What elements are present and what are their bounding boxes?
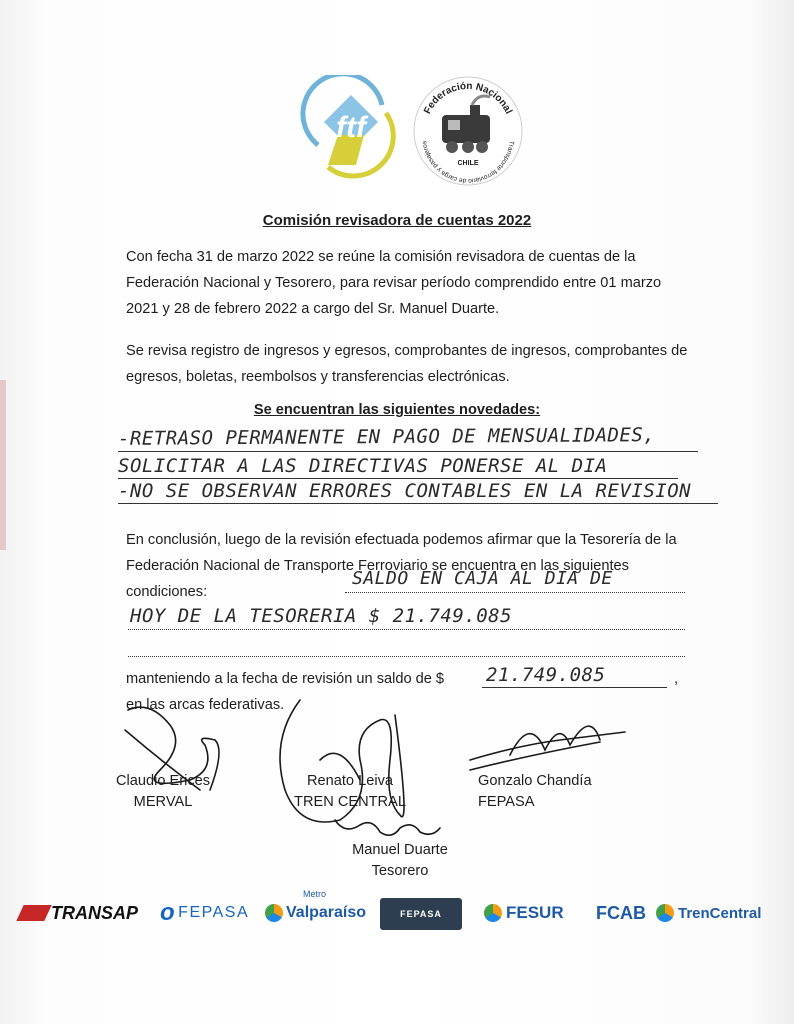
signatory-chandia [478, 771, 608, 813]
signatory-leiva [290, 771, 410, 813]
ftf-logo [298, 75, 404, 181]
fepasa-badge-logo [380, 898, 462, 930]
condition-fill-2: HOY DE LA TESORERIA $ 21.749.085 [130, 605, 513, 627]
signatory-chandia-org: FEPASA [478, 794, 535, 810]
signatory-duarte-org: Tesorero [371, 863, 429, 879]
condition-fill-1: SALDO EN CAJA AL DIA DE [352, 568, 613, 589]
novedad-underline-1 [118, 451, 698, 452]
paragraph-conclusion: En conclusión, luego de la revisión efectuada podemos afirmar que la Tesorería de la Federación Nacional de Transporte Ferroviario se encuentra en las siguientes condiciones: [126, 532, 677, 600]
paragraph-balance [126, 666, 444, 692]
valparaiso-logo-text: Valparaíso [286, 904, 367, 921]
ftf-logo-lettering: ftf [336, 111, 366, 144]
transap-logo [20, 898, 138, 928]
novedades-heading: Se encuentran las siguientes novedades: [253, 402, 541, 418]
condition-dotted-line-2 [128, 629, 685, 630]
fcab-logo-text: FCAB [596, 902, 646, 923]
condition-dotted-line-1 [345, 592, 685, 593]
novedad-underline-3 [118, 503, 718, 504]
paragraph-balance-text: manteniendo a la fecha de revisión un saldo de $ [126, 671, 445, 687]
efe-mark-icon [484, 904, 502, 922]
transap-mark-icon [16, 905, 51, 921]
signatory-duarte-name: Manuel Duarte [352, 842, 448, 858]
tren-central-logo [656, 898, 761, 928]
fepasa-badge-text: FEPASA [400, 909, 442, 919]
signatory-leiva-name: Renato Leiva [306, 773, 393, 789]
footer-logos [20, 888, 774, 938]
seal-plate: CHILE [457, 160, 479, 167]
novedad-line-2: SOLICITAR A LAS DIRECTIVAS PONERSE AL DIA [118, 455, 608, 477]
fesur-logo-text: FESUR [506, 903, 564, 922]
fepasa-logo [160, 898, 249, 928]
paragraph-review-scope: Se revisa registro de ingresos y egresos, comprobantes de ingresos, comprobantes de egresos, boletas, reembolsos y transferencias electrónicas. [126, 343, 688, 385]
signatory-leiva-org: TREN CENTRAL [294, 794, 406, 810]
fcab-logo [596, 898, 646, 928]
signatory-chandia-name: Gonzalo Chandía [478, 773, 592, 789]
fesur-logo [484, 898, 564, 928]
balance-amount: 21.749.085 [486, 664, 606, 686]
signatory-erices [108, 771, 218, 813]
document-title: Comisión revisadora de cuentas 2022 [262, 212, 532, 229]
condition-dotted-line-3 [128, 656, 685, 657]
metro-label: Metro [303, 889, 327, 899]
metro-valparaiso-logo [265, 889, 367, 928]
seal-bottom-text: Transporte ferroviario de carga y pasajeros [421, 140, 515, 185]
paragraph-intro: Con fecha 31 de marzo 2022 se reúne la comisión revisadora de cuentas de la Federación Nacional y Tesorero, para revisar período comprendido entre 01 marzo 2021 y 28 de febrero 2022 a cargo del Sr. Manuel Duarte. [126, 249, 662, 317]
efe-mark-icon [656, 904, 674, 922]
novedad-line-1: -RETRASO PERMANENTE EN PAGO DE MENSUALIDADES, [117, 424, 656, 450]
novedad-underline-2 [118, 478, 678, 479]
signatory-erices-org: MERVAL [133, 794, 193, 810]
signatory-duarte [340, 840, 460, 882]
paragraph-closing: en las arcas federativas. [126, 697, 285, 713]
seal-top-text: Federación Nacional [422, 80, 514, 116]
balance-comma: , [674, 671, 679, 687]
fepasa-logo-text: FEPASA [178, 904, 250, 921]
signatory-erices-name: Claudio Erices [115, 773, 211, 789]
signature-chandia [470, 726, 625, 770]
transap-logo-text: TRANSAP [51, 902, 139, 923]
signature-duarte [335, 820, 440, 835]
fepasa-mark-icon: o [160, 899, 177, 926]
tren-central-logo-text: TrenCentral [678, 904, 762, 922]
efe-mark-icon [265, 904, 283, 922]
balance-underline [482, 687, 667, 688]
novedad-line-3: -NO SE OBSERVAN ERRORES CONTABLES EN LA REVISION [118, 480, 692, 502]
federation-seal-logo [412, 75, 524, 187]
